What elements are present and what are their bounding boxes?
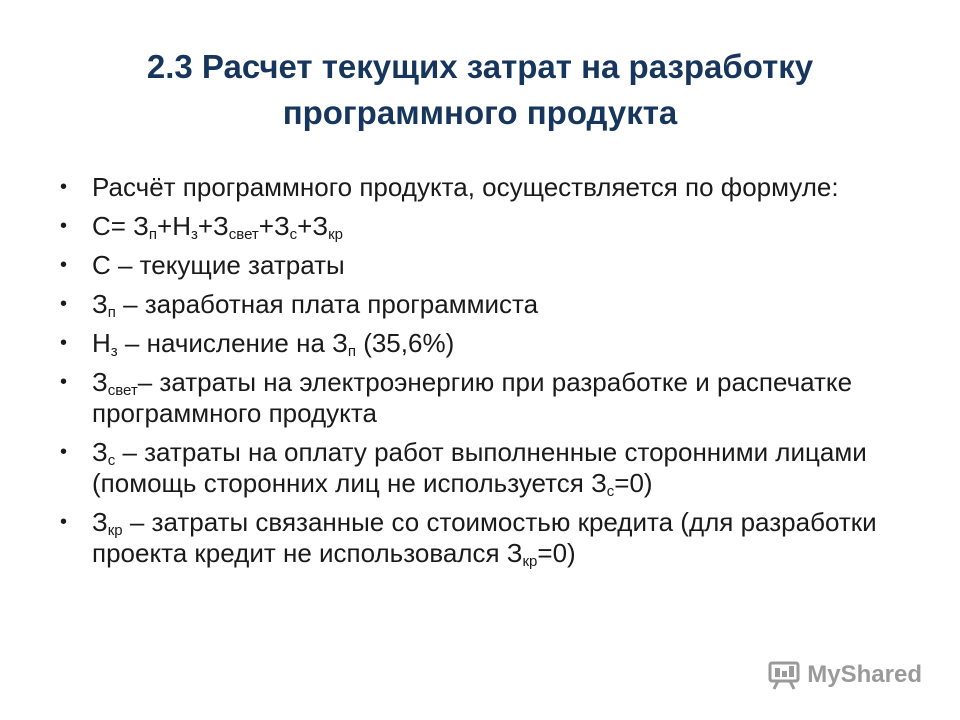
bullet-list — [60, 172, 892, 577]
bullet-text: $З_п$ – заработная плата программиста — [92, 289, 539, 321]
bullet-item-electricity — [60, 367, 892, 429]
bullet-item-current-costs — [60, 250, 892, 281]
bullet-item-accrual — [60, 328, 892, 360]
bullet-item-formula — [60, 211, 892, 243]
bullet-icon: • — [60, 441, 68, 463]
presentation-board-icon — [767, 660, 801, 690]
bullet-item-salary — [60, 289, 892, 321]
bullet-text: $З_{свет}-$ затраты на электроэнергию при разработке и распечатке программного продукта — [92, 367, 853, 428]
bullet-item-third-party — [60, 437, 892, 500]
bullet-icon: • — [60, 254, 68, 276]
slide-title-line-2: программного продукта — [282, 94, 678, 131]
bullet-text: $Н_з$ – начисление на $З_п$ (35,6%) — [92, 328, 455, 360]
slide-title-line-1: 2.3 Расчет текущих затрат на разработку — [146, 48, 814, 85]
slide-title — [0, 44, 960, 136]
bullet-icon: • — [60, 511, 68, 533]
bullet-text: С – текущие затраты — [92, 250, 345, 280]
bullet-text: Расчёт программного продукта, осуществляется по формуле: — [92, 172, 839, 202]
bullet-item-credit — [60, 507, 892, 570]
logo-text: MyShared — [807, 661, 922, 688]
bullet-icon: • — [60, 293, 68, 315]
myshared-logo — [767, 660, 922, 690]
formula-text: $С= З_п+Н_з+З_{свет}+З_с+З_{кр}$ — [92, 211, 343, 243]
bullet-icon: • — [60, 371, 68, 393]
bullet-icon: • — [60, 332, 68, 354]
bullet-icon: • — [60, 176, 68, 198]
bullet-item-formula-intro — [60, 172, 892, 203]
bullet-text: $З_{кр}$ – затраты связанные со стоимостью кредита (для разработки проекта кредит не использовался $З_{кр}=0$) — [92, 507, 877, 570]
bullet-icon: • — [60, 215, 68, 237]
bullet-text: $З_с$ – затраты на оплату работ выполненные сторонними лицами (помощь сторонних лиц не используется $З_с=0$) — [92, 437, 867, 500]
